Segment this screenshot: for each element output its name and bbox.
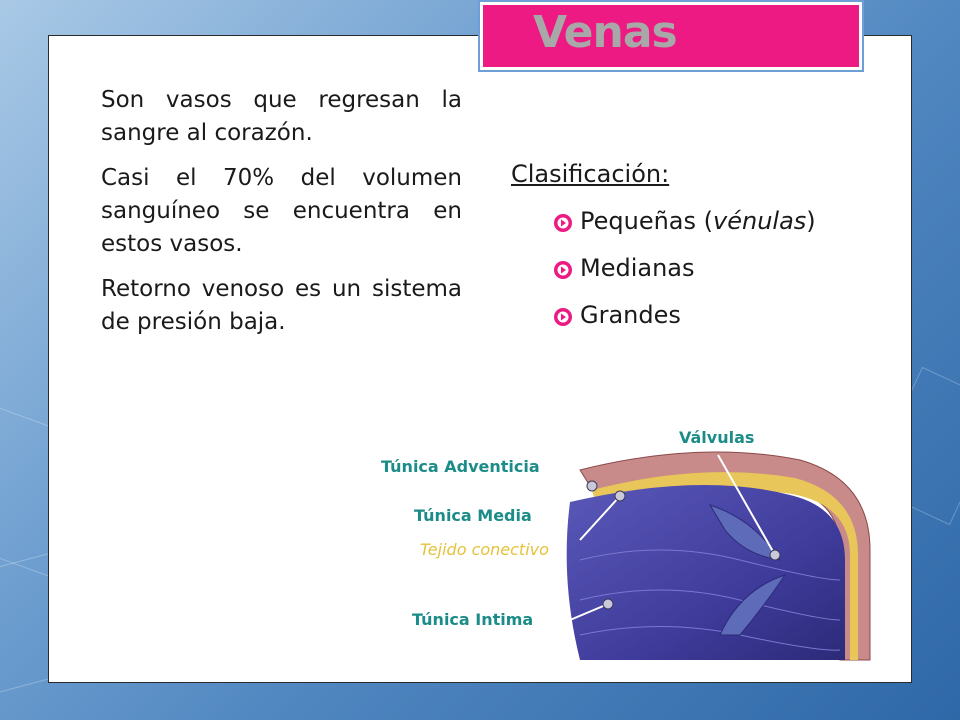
description-paragraph: Retorno venoso es un sistema de presión baja. <box>101 276 462 335</box>
list-item <box>553 254 816 301</box>
label-tejido: Tejido conectivo <box>420 540 549 559</box>
slide-title: Venas <box>533 7 677 58</box>
description-block <box>101 84 462 351</box>
label-intima: Túnica Intima <box>412 610 534 629</box>
description-paragraph: Son vasos que regresan la sangre al corazón. <box>101 87 462 146</box>
classification-item-text: Medianas <box>580 254 695 282</box>
classification-list <box>553 207 816 348</box>
label-adventicia: Túnica Adventicia <box>381 457 540 476</box>
list-item <box>553 301 816 348</box>
label-media: Túnica Media <box>414 506 532 525</box>
classification-item-text: Grandes <box>580 301 681 329</box>
description-paragraph: Casi el 70% del volumen sanguíneo se encuentra en estos vasos. <box>101 165 462 257</box>
vein-diagram <box>540 440 920 670</box>
classification-heading: Clasificación: <box>511 160 670 188</box>
title-box <box>478 0 864 72</box>
bullet-icon <box>553 213 573 233</box>
title-banner <box>483 5 859 67</box>
bullet-icon <box>553 260 573 280</box>
classification-item-text: Pequeñas (vénulas) <box>580 207 816 235</box>
list-item <box>553 207 816 254</box>
lumen <box>567 485 845 660</box>
bullet-icon <box>553 307 573 327</box>
label-valvulas: Válvulas <box>679 428 755 447</box>
